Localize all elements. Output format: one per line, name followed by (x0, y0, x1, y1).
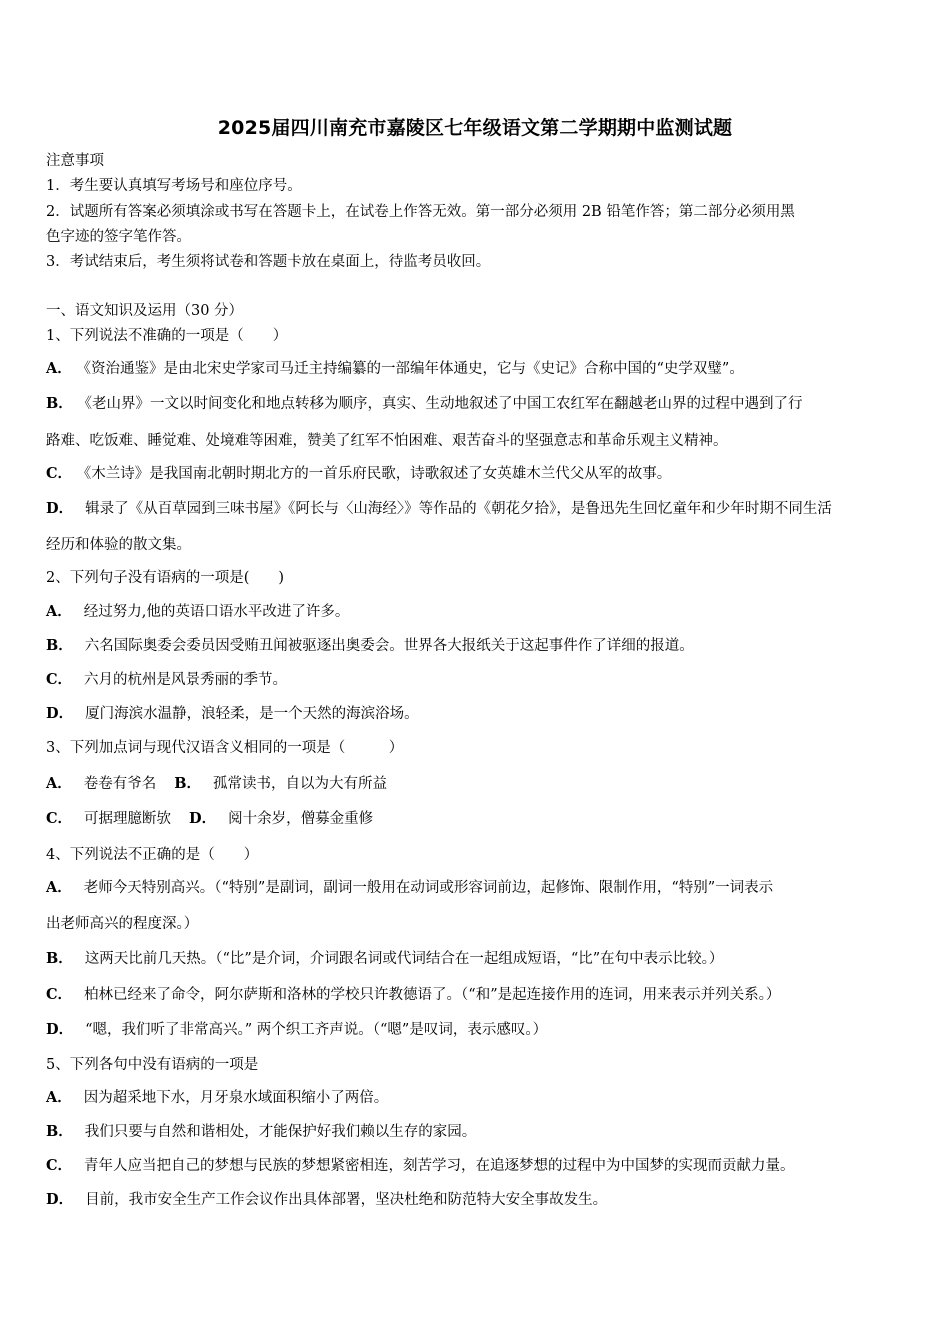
question-stem: 4、下列说法不正确的是（ ） (46, 847, 259, 863)
option-row (46, 499, 908, 519)
option-text: 六名国际奥委会委员因受贿丑闻被驱逐出奥委会。世界各大报纸关于这起事件作了详细的报道。 (84, 638, 694, 654)
option-continued: 出老师高兴的程度深。） (46, 916, 199, 932)
option-text: 老师今天特别高兴。（“特别”是副词，副词一般用在动词或形容词前边，起修饰、限制作用，“特别”一词表示 (83, 880, 774, 896)
question-stem: 5、下列各句中没有语病的一项是 (46, 1057, 259, 1073)
option-label: B． (174, 775, 202, 792)
option-row (46, 394, 908, 414)
option-row (46, 464, 908, 484)
option-row (46, 1156, 908, 1176)
option-continued: 路难、吃饭难、睡觉难、处境难等困难，赞美了红军不怕困难、艰苦奋斗的坚强意志和革命乐观主义精神。 (46, 433, 728, 449)
page-title: 2025届四川南充市嘉陵区七年级语文第二学期期中监测试题 (217, 117, 733, 139)
notice-item: 3．考试结束后，考生须将试卷和答题卡放在桌面上，待监考员收回。 (46, 254, 491, 270)
question-stem: 2、下列句子没有语病的一项是( ) (46, 570, 285, 586)
option-text: 经过努力,他的英语口语水平改进了许多。 (83, 604, 350, 620)
option-row (46, 1088, 908, 1108)
option-label: A． (46, 603, 72, 620)
option-row (46, 670, 908, 690)
option-text: 《老山界》一文以时间变化和地点转移为顺序，真实、生动地叙述了中国工农红军在翻越老山界的过程中遇到了行 (84, 396, 803, 412)
option-label: B． (46, 637, 73, 654)
option-label: D． (46, 500, 74, 517)
option-row (46, 949, 908, 969)
option-text: 可据理臆断欤 (84, 811, 172, 827)
option-text: 这两天比前几天热。（“比”是介词，介词跟名词或代词结合在一起组成短语，“比”在句中表示比较。） (84, 951, 724, 967)
option-row (46, 809, 908, 829)
option-row (46, 602, 908, 622)
option-text: 《资治通鉴》是由北宋史学家司马迁主持编纂的一部编年体通史，它与《史记》合称中国的“史学双璧”。 (83, 361, 744, 377)
option-text: 厦门海滨水温静，浪轻柔，是一个天然的海滨浴场。 (85, 706, 419, 722)
question-stem: 1、下列说法不准确的一项是（ ） (46, 328, 288, 344)
option-row (46, 774, 908, 794)
option-label: A． (46, 1089, 72, 1106)
option-label: A． (46, 775, 72, 792)
option-text: 《木兰诗》是我国南北朝时期北方的一首乐府民歌，诗歌叙述了女英雄木兰代父从军的故事。 (84, 466, 672, 482)
option-row (46, 636, 908, 656)
option-text: 六月的杭州是风景秀丽的季节。 (84, 672, 288, 688)
option-text: 青年人应当把自己的梦想与民族的梦想紧密相连，刻苦学习，在追逐梦想的过程中为中国梦的实现而贡献力量。 (84, 1158, 795, 1174)
option-label: A． (46, 879, 72, 896)
option-text: 辑录了《从百草园到三味书屋》《阿长与〈山海经〉》等作品的《朝花夕拾》，是鲁迅先生回忆童年和少年时期不同生活 (85, 501, 832, 517)
notice-heading: 注意事项 (46, 153, 104, 169)
option-label: B． (46, 1123, 73, 1140)
option-label: D． (46, 705, 74, 722)
option-text: 目前，我市安全生产工作会议作出具体部署，坚决杜绝和防范特大安全事故发生。 (85, 1192, 608, 1208)
option-label: A． (46, 360, 72, 377)
option-row (46, 359, 908, 379)
option-row (46, 704, 908, 724)
option-row (46, 878, 908, 898)
option-label: C． (46, 810, 73, 827)
option-label: C． (46, 986, 73, 1003)
option-text: 卷卷有爷名 (83, 776, 157, 792)
option-label: B． (46, 950, 73, 967)
option-label: D． (189, 810, 217, 827)
option-row (46, 1122, 908, 1142)
option-label: D． (46, 1191, 74, 1208)
option-text: 我们只要与自然和谐相处，才能保护好我们赖以生存的家园。 (84, 1124, 477, 1140)
option-text: 因为超采地下水，月牙泉水域面积缩小了两倍。 (83, 1090, 389, 1106)
option-row (46, 1190, 908, 1210)
option-continued: 经历和体验的散文集。 (46, 537, 191, 553)
notice-item-continued: 色字迹的签字笔作答。 (46, 229, 191, 245)
option-label: C． (46, 671, 73, 688)
section-heading: 一、语文知识及运用（30 分） (46, 303, 244, 319)
option-text: 阅十余岁，僧募金重修 (228, 811, 374, 827)
option-text: “嗯，我们听了非常高兴。” 两个织工齐声说。（“嗯”是叹词，表示感叹。） (85, 1022, 548, 1038)
option-row (46, 1020, 908, 1040)
option-label: D． (46, 1021, 74, 1038)
option-text: 柏林已经来了命令，阿尔萨斯和洛林的学校只许教德语了。（“和”是起连接作用的连词，用来表示并列关系。） (84, 987, 781, 1003)
option-text: 孤常读书，自以为大有所益 (213, 776, 388, 792)
question-stem: 3、下列加点词与现代汉语含义相同的一项是（ ） (46, 740, 404, 756)
option-row (46, 985, 908, 1005)
option-label: C． (46, 465, 73, 482)
option-label: C． (46, 1157, 73, 1174)
notice-item: 1．考生要认真填写考场号和座位序号。 (46, 178, 302, 194)
notice-item: 2．试题所有答案必须填涂或书写在答题卡上，在试卷上作答无效。第一部分必须用 2B 铅笔作答；第二部分必须用黑 (46, 204, 795, 220)
option-label: B． (46, 395, 73, 412)
